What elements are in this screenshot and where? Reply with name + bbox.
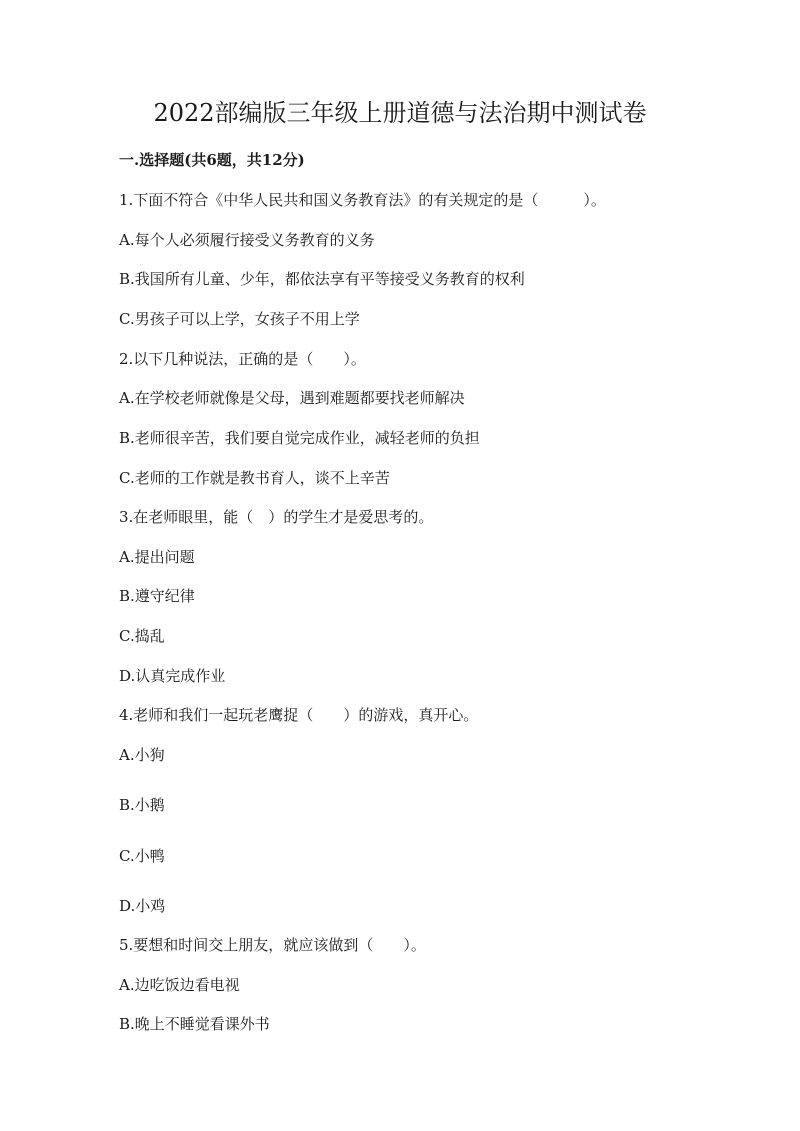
question-5-stem: 5.要想和时间交上朋友，就应该做到（ ）。 <box>119 936 426 954</box>
question-4-stem: 4.老师和我们一起玩老鹰捉（ ）的游戏，真开心。 <box>119 706 479 724</box>
question-4-option-d: D.小鸡 <box>119 897 166 915</box>
question-4-option-c: C.小鸭 <box>119 847 165 865</box>
question-1-option-c: C.男孩子可以上学，女孩子不用上学 <box>119 310 360 328</box>
question-4-option-a: A.小狗 <box>119 746 165 764</box>
question-1-stem: 1.下面不符合《中华人民共和国义务教育法》的有关规定的是（ ）。 <box>119 191 606 209</box>
question-3-option-c: C.捣乱 <box>119 627 165 645</box>
question-1-option-b: B.我国所有儿童、少年，都依法享有平等接受义务教育的权利 <box>119 270 525 288</box>
question-4-option-b: B.小鹅 <box>119 796 165 814</box>
question-5-option-b: B.晚上不睡觉看课外书 <box>119 1015 270 1033</box>
question-3-option-b: B.遵守纪律 <box>119 587 195 605</box>
page-title: 2022部编版三年级上册道德与法治期中测试卷 <box>153 99 647 127</box>
question-2-option-b: B.老师很辛苦，我们要自觉完成作业，减轻老师的负担 <box>119 429 480 447</box>
question-3-option-a: A.提出问题 <box>119 548 195 566</box>
question-5-option-a: A.边吃饭边看电视 <box>119 976 240 994</box>
section-heading: 一.选择题(共6题，共12分) <box>119 151 305 169</box>
question-2-option-a: A.在学校老师就像是父母，遇到难题都要找老师解决 <box>119 389 465 407</box>
question-1-option-a: A.每个人必须履行接受义务教育的义务 <box>119 231 375 249</box>
question-3-stem: 3.在老师眼里，能（ ）的学生才是爱思考的。 <box>119 508 434 526</box>
question-2-option-c: C.老师的工作就是教书育人，谈不上辛苦 <box>119 469 390 487</box>
question-2-stem: 2.以下几种说法，正确的是（ ）。 <box>119 350 366 368</box>
question-3-option-d: D.认真完成作业 <box>119 667 226 685</box>
